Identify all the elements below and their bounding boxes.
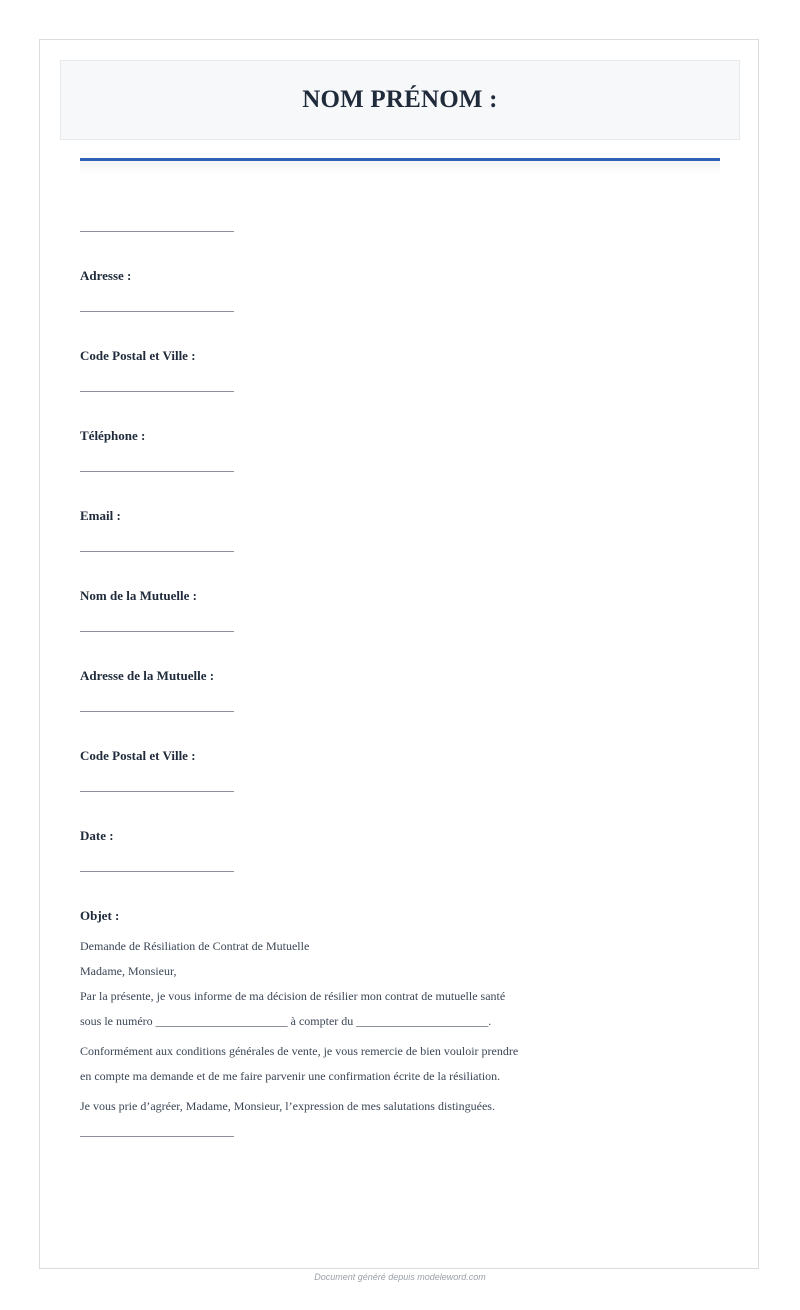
footer-credit: Document généré depuis modeleword.com [314,1272,486,1282]
field-label-telephone: Téléphone : [80,428,146,443]
telephone-fill-line [80,471,234,472]
code-postal-mutuelle-fill-line [80,791,234,792]
letter-greeting: Madame, Monsieur, [80,964,177,978]
email-fill-line [80,551,234,552]
field-label-code-postal-mutuelle: Code Postal et Ville : [80,748,196,763]
letter-paragraph1-line1: Par la présente, je vous informe de ma décision de résilier mon contrat de mutuelle santé [80,989,506,1003]
letter-paragraph1-line2: sous le numéro ______________________ à compter du ______________________. [80,1014,492,1028]
field-label-objet: Objet : [80,908,120,923]
field-label-date: Date : [80,828,114,843]
name-fill-line [80,231,234,232]
page-title: NOM PRÉNOM : [302,86,498,113]
adresse-mutuelle-fill-line [80,711,234,712]
letter-subject: Demande de Résiliation de Contrat de Mutuelle [80,939,310,953]
accent-shadow [80,161,720,175]
field-label-adresse-mutuelle: Adresse de la Mutuelle : [80,668,215,683]
field-label-email: Email : [80,508,121,523]
letter-closing: Je vous prie d’agréer, Madame, Monsieur, l’expression de mes salutations distinguées. [80,1099,495,1113]
letter-paragraph2-line1: Conformément aux conditions générales de vente, je vous remercie de bien vouloir prendre [80,1044,519,1058]
date-fill-line [80,871,234,872]
field-label-adresse: Adresse : [80,268,132,283]
nom-mutuelle-fill-line [80,631,234,632]
field-label-nom-mutuelle: Nom de la Mutuelle : [80,588,197,603]
field-label-code-postal: Code Postal et Ville : [80,348,196,363]
signature-line [80,1136,234,1137]
code-postal-fill-line [80,391,234,392]
document-page [39,39,759,1269]
header-box [60,60,740,140]
letter-paragraph2-line2: en compte ma demande et de me faire parvenir une confirmation écrite de la résiliation. [80,1069,501,1083]
adresse-fill-line [80,311,234,312]
